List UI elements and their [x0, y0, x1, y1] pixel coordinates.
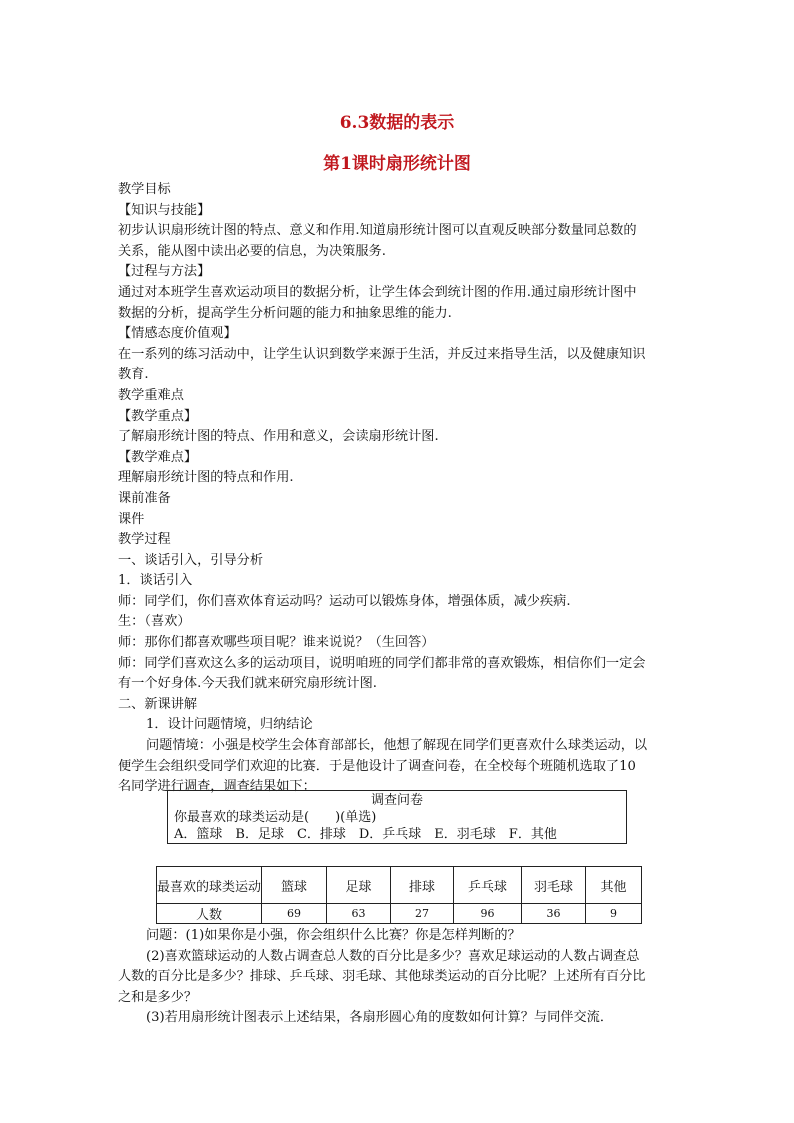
text-line: 初步认识扇形统计图的特点、意义和作用.知道扇形统计图可以直观反映部分数量同总数的: [118, 223, 637, 239]
document-subtitle: 第1课时扇形统计图: [323, 154, 471, 174]
text-line: 关系，能从图中读出必要的信息，为决策服务.: [118, 243, 386, 259]
table-row-label: 人数: [157, 904, 262, 924]
text-line: (2)喜欢篮球运动的人数占调查总人数的百分比是多少？喜欢足球运动的人数占调查总: [146, 948, 640, 964]
text-line: 之和是多少？: [118, 989, 198, 1005]
text-line: 课件: [118, 511, 145, 527]
text-line: 理解扇形统计图的特点和作用.: [118, 470, 294, 486]
table-cell: 96: [454, 904, 522, 924]
text-line: 教学过程: [118, 532, 171, 548]
survey-title: 调查问卷: [370, 793, 423, 808]
table-cell: 27: [391, 904, 454, 924]
table-cell: 36: [522, 904, 586, 924]
table-cell: 63: [327, 904, 391, 924]
table-column-header: 乒乓球: [454, 867, 522, 904]
text-line: 【教学难点】: [118, 449, 198, 465]
text-line: 通过对本班学生喜欢运动项目的数据分析，让学生体会到统计图的作用.通过扇形统计图中: [118, 284, 637, 300]
questions-text: [118, 926, 698, 1029]
text-line: 二、新课讲解: [118, 696, 198, 712]
results-table: [156, 866, 642, 924]
text-line: 师：同学们，你们喜欢体育运动吗？运动可以锻炼身体，增强体质，减少疾病.: [118, 593, 571, 609]
text-line: 师：那你们都喜欢哪些项目呢？谁来说说？（生回答）: [118, 635, 435, 651]
text-line: 课前准备: [118, 490, 171, 506]
survey-question: 你最喜欢的球类运动是( )(单选): [174, 810, 377, 825]
text-line: 问题情境：小强是校学生会体育部部长，他想了解现在同学们更喜欢什么球类运动，以: [146, 738, 648, 754]
table-column-header: 篮球: [262, 867, 327, 904]
table-column-header: 足球: [327, 867, 391, 904]
document-title: 6.3数据的表示: [339, 113, 455, 133]
table-column-header: 排球: [391, 867, 454, 904]
body-text: [118, 180, 688, 798]
table-row: [157, 904, 642, 924]
text-line: 了解扇形统计图的特点、作用和意义，会读扇形统计图.: [118, 429, 439, 445]
text-line: 一、谈话引入，引导分析: [118, 552, 264, 568]
text-line: (3)若用扇形统计图表示上述结果，各扇形圆心角的度数如何计算？与同伴交流．: [146, 1010, 614, 1026]
text-line: 【情感态度价值观】: [118, 326, 237, 342]
text-line: 1．设计问题情境，归纳结论: [146, 717, 313, 733]
text-line: 【教学重点】: [118, 408, 198, 424]
table-cell: 9: [586, 904, 642, 924]
table-cell: 69: [262, 904, 327, 924]
text-line: 在一系列的练习活动中，让学生认识到数学来源于生活，并反过来指导生活，以及健康知识: [118, 346, 646, 362]
text-line: 有一个好身体.今天我们就来研究扇形统计图.: [118, 676, 377, 692]
text-line: 问题：(1)如果你是小强，你会组织什么比赛？你是怎样判断的？: [146, 928, 521, 943]
text-line: 教育.: [118, 367, 149, 383]
table-column-header: 羽毛球: [522, 867, 586, 904]
survey-options: A．篮球 B．足球 C．排球 D．乒乓球 E．羽毛球 F．其他: [174, 827, 557, 842]
text-line: 师：同学们喜欢这么多的运动项目，说明咱班的同学们都非常的喜欢锻炼，相信你们一定会: [118, 655, 646, 671]
text-line: 名同学进行调查，调查结果如下：: [118, 779, 316, 795]
survey-box: [167, 790, 627, 844]
table-row-header: 最喜欢的球类运动: [157, 867, 262, 904]
text-line: 【过程与方法】: [118, 264, 211, 280]
text-line: 便学生会组织受同学们欢迎的比赛．于是他设计了调查问卷，在全校每个班随机选取了10: [118, 758, 636, 774]
text-line: 人数的百分比是多少？排球、乒乓球、羽毛球、其他球类运动的百分比呢？上述所有百分比: [118, 969, 646, 985]
text-line: 1．谈话引入: [118, 573, 193, 589]
table-header-row: [157, 867, 642, 904]
text-line: 数据的分析，提高学生分析问题的能力和抽象思维的能力.: [118, 305, 452, 321]
text-line: 教学重难点: [118, 387, 184, 403]
table-column-header: 其他: [586, 867, 642, 904]
text-line: 【知识与技能】: [118, 202, 211, 218]
text-line: 教学目标: [118, 182, 171, 197]
text-line: 生：（喜欢）: [118, 614, 191, 630]
